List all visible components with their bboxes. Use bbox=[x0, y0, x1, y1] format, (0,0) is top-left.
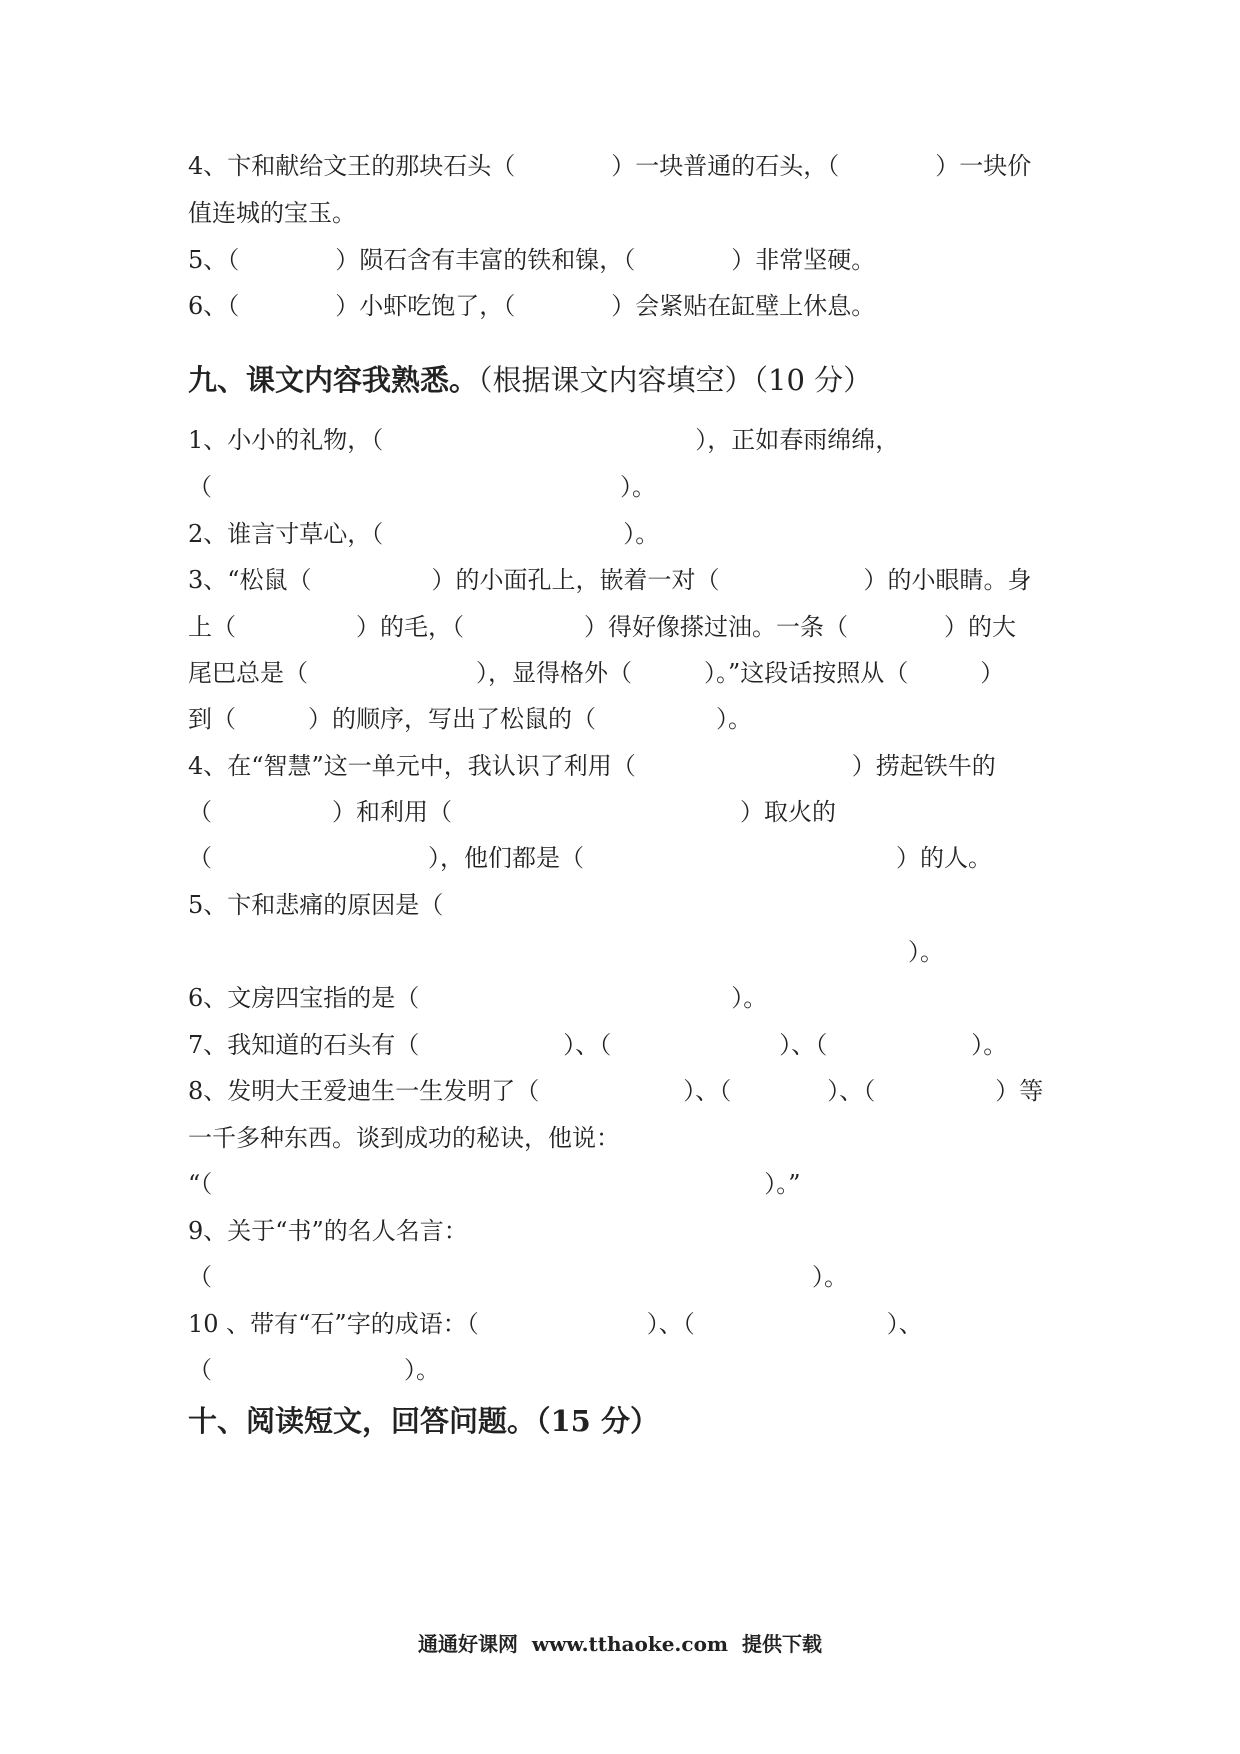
s9-q4-line-1: 4、在“智慧”这一单元中，我认识了利用（ ）捞起铁牛的 bbox=[188, 752, 996, 780]
s9-q3-line-3: 尾巴总是（ ），显得格外（ ）。”这段话按照从（ ） bbox=[188, 659, 1005, 687]
s9-q1-line-1: 1、小小的礼物，（ ），正如春雨绵绵， bbox=[188, 426, 900, 454]
s9-q5-line-1: 5、卞和悲痛的原因是（ bbox=[188, 891, 444, 919]
section-9-subtitle: （根据课文内容填空）（10 分） bbox=[478, 363, 873, 397]
s9-q9-line-1: 9、关于“书”的名人名言： bbox=[188, 1217, 468, 1245]
s9-q10-line-2: （ ）。 bbox=[188, 1356, 440, 1384]
footer-source: 通通好课网 www.tthaoke.com 提供下载 bbox=[418, 1632, 822, 1656]
s9-q2: 2、谁言寸草心，（ ）。 bbox=[188, 520, 660, 548]
question-8-4-line-2: 值连城的宝玉。 bbox=[188, 199, 356, 227]
question-8-6: 6、（ ）小虾吃饱了，（ ）会紧贴在缸壁上休息。 bbox=[188, 292, 876, 320]
s9-q3-line-4: 到（ ）的顺序，写出了松鼠的（ ）。 bbox=[188, 705, 752, 733]
s9-q8-line-1: 8、发明大王爱迪生一生发明了（ ）、（ ）、（ ）等 bbox=[188, 1077, 1044, 1105]
s9-q3-line-2: 上（ ）的毛，（ ）得好像搽过油。一条（ ）的大 bbox=[188, 613, 1016, 641]
s9-q6: 6、文房四宝指的是（ ）。 bbox=[188, 984, 768, 1012]
s9-q7: 7、我知道的石头有（ ）、（ ）、（ ）。 bbox=[188, 1031, 1008, 1059]
s9-q5-line-2: ）。 bbox=[188, 938, 944, 966]
s9-q3-line-1: 3、“松鼠（ ）的小面孔上，嵌着一对（ ）的小眼睛。身 bbox=[188, 566, 1032, 594]
question-8-5: 5、（ ）陨石含有丰富的铁和镍，（ ）非常坚硬。 bbox=[188, 246, 876, 274]
s9-q1-line-2: （ ）。 bbox=[188, 473, 656, 501]
s9-q8-line-3: “（ ）。” bbox=[188, 1170, 801, 1198]
s9-q8-line-2: 一千多种东西。谈到成功的秘诀，他说： bbox=[188, 1124, 620, 1152]
question-8-4-line-1: 4、卞和献给文王的那块石头（ ）一块普通的石头，（ ）一块价 bbox=[188, 152, 1032, 180]
section-9-heading bbox=[188, 362, 872, 398]
s9-q10-line-1: 10 、带有“石”字的成语：（ ）、（ ）、 bbox=[188, 1310, 923, 1338]
s9-q9-line-2: （ ）。 bbox=[188, 1263, 848, 1291]
section-9-title: 九、课文内容我熟悉。 bbox=[188, 363, 479, 397]
s9-q4-line-3: （ ），他们都是（ ）的人。 bbox=[188, 844, 992, 872]
s9-q4-line-2: （ ）和利用（ ）取火的 bbox=[188, 798, 836, 826]
section-10-heading: 十、阅读短文，回答问题。（15 分） bbox=[188, 1404, 659, 1438]
